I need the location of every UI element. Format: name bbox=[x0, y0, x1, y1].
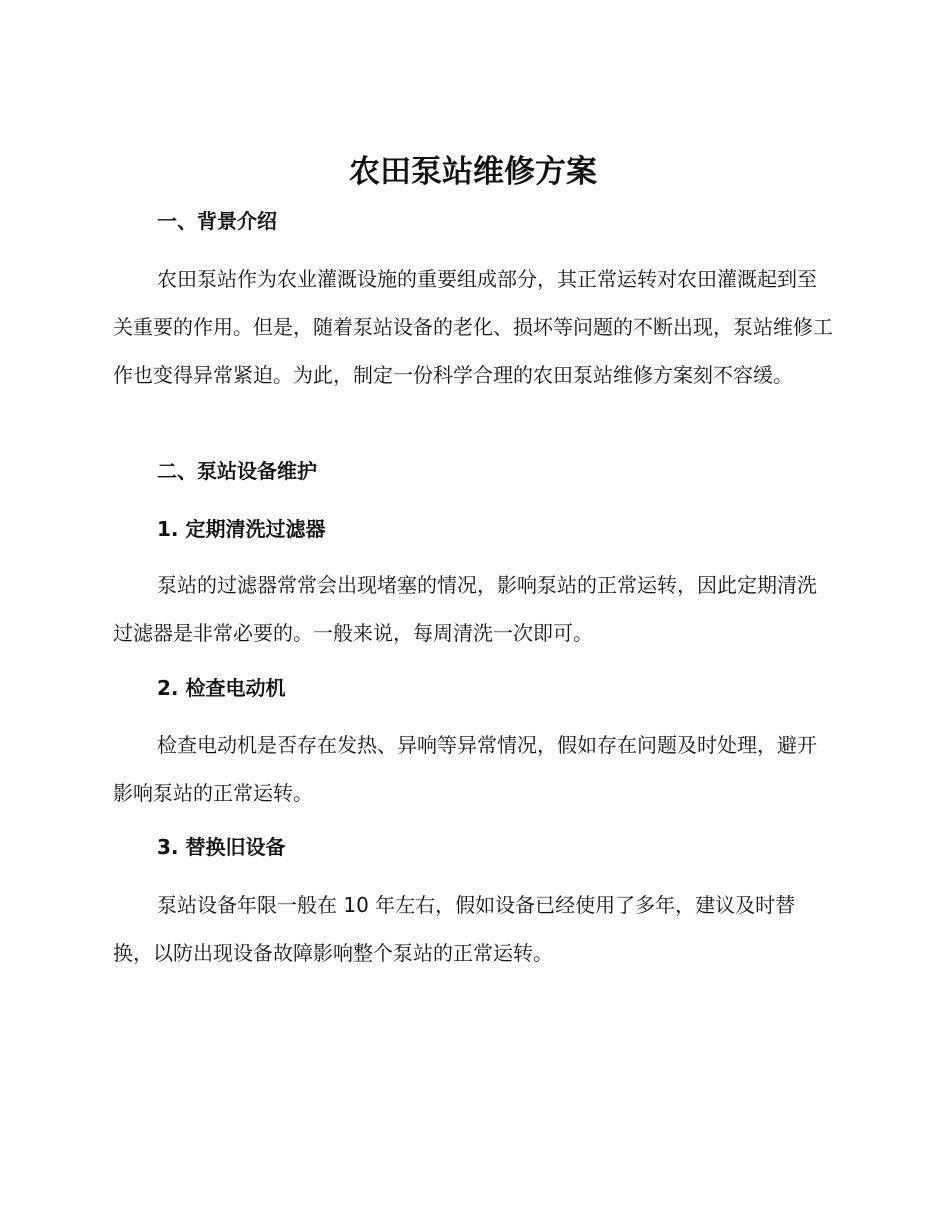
subsection-heading-replace: 3. 替换旧设备 bbox=[157, 835, 286, 859]
subsection-heading-motor: 2. 检查电动机 bbox=[157, 676, 286, 700]
paragraph-replace: 泵站设备年限一般在 10 年左右，假如设备已经使用了多年，建议及时替换，以防出现设备故障影响整个泵站的正常运转。 bbox=[113, 893, 796, 965]
paragraph-motor: 检查电动机是否存在发热、异响等异常情况，假如存在问题及时处理，避开影响泵站的正常运转。 bbox=[113, 733, 817, 805]
subsection-heading-filter: 1. 定期清洗过滤器 bbox=[157, 517, 326, 541]
paragraph-background: 农田泵站作为农业灌溉设施的重要组成部分，其正常运转对农田灌溉起到至关重要的作用。但是，随着泵站设备的老化、损坏等问题的不断出现，泵站维修工作也变得异常紧迫。为此，制定一份科学合理的农田泵站维修方案刻不容缓。 bbox=[113, 267, 833, 387]
document-title: 农田泵站维修方案 bbox=[349, 154, 597, 190]
paragraph-filter: 泵站的过滤器常常会出现堵塞的情况，影响泵站的正常运转，因此定期清洗过滤器是非常必要的。一般来说，每周清洗一次即可。 bbox=[113, 573, 817, 645]
section-heading-maintenance: 二、泵站设备维护 bbox=[157, 459, 317, 483]
section-heading-background: 一、背景介绍 bbox=[157, 209, 277, 233]
